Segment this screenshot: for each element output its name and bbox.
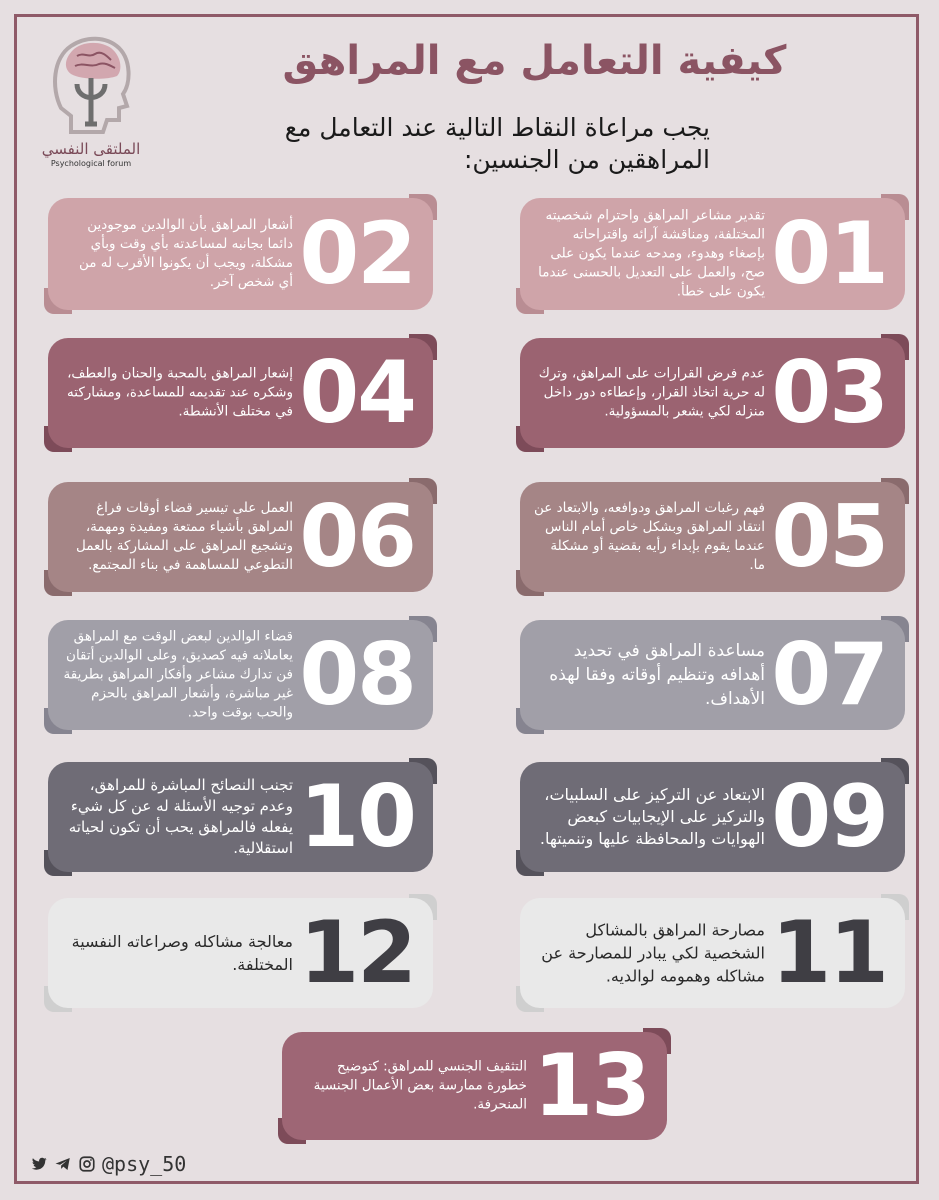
- tip-number: 01: [771, 204, 887, 304]
- tip-card-13: [282, 1032, 667, 1140]
- tip-number: 11: [771, 903, 887, 1003]
- tip-text: مساعدة المراهق في تحديد أهدافه وتنظيم أوقاته وفقا لهذه الأهداف.: [549, 641, 765, 709]
- tip-card-09: [520, 762, 905, 872]
- subtitle-line-2: المراهقين من الجنسين:: [463, 145, 710, 174]
- page-subtitle: [230, 112, 710, 176]
- telegram-icon[interactable]: [54, 1155, 72, 1173]
- tip-text: تجنب النصائح المباشرة للمراهق، وعدم توجيه الأسئلة له عن كل شيء يفعله فالمراهق يحب أن تكون لحياته استقلالية.: [68, 776, 293, 857]
- tip-number: 13: [533, 1036, 649, 1136]
- tip-card-08: [48, 620, 433, 730]
- tip-card-06: [48, 482, 433, 592]
- tip-card-12: [48, 898, 433, 1008]
- social-handle[interactable]: @psy_50: [102, 1152, 187, 1176]
- tip-number: 06: [299, 487, 415, 587]
- tip-text: إشعار المراهق بالمحبة والحنان والعطف، وشكره عند تقديمه للمساعدة، ومشاركته في مختلف الأنشطة.: [67, 365, 293, 420]
- logo-english-text: Psychological forum: [50, 159, 132, 168]
- tip-text: قضاء الوالدين لبعض الوقت مع المراهق يعاملانه فيه كصديق، وعلى الوالدين أتقان فن تدارك مشاعر وأفكار المراهق بطريقة غير مباشرة، وأشعار المراهق بالحزم والحب بوقت واحد.: [63, 628, 293, 721]
- subtitle-line-1: يجب مراعاة النقاط التالية عند التعامل مع: [284, 113, 710, 142]
- tip-text: الابتعاد عن التركيز على السلبيات، والتركيز على الإيجابيات كبعض الهوايات والمحافظة عليها وتنميتها.: [539, 785, 765, 848]
- tip-number: 08: [299, 625, 415, 725]
- tip-card-01: [520, 198, 905, 310]
- tip-text: عدم فرض القرارات على المراهق، وترك له حرية اتخاذ القرار، وإعطاءه دور داخل منزله لكي يشعر بالمسؤولية.: [538, 365, 765, 420]
- tip-number: 03: [771, 343, 887, 443]
- twitter-icon[interactable]: [30, 1155, 48, 1173]
- logo: [26, 28, 156, 178]
- tip-number: 07: [771, 625, 887, 725]
- tip-number: 12: [299, 903, 415, 1003]
- tip-card-03: [520, 338, 905, 448]
- tip-number: 05: [771, 487, 887, 587]
- tip-card-07: [520, 620, 905, 730]
- social-footer: [30, 1152, 186, 1176]
- tip-number: 10: [299, 767, 415, 867]
- tip-number: 02: [299, 204, 415, 304]
- page-frame: [14, 14, 919, 1184]
- page-title: كيفية التعامل مع المراهق: [282, 38, 787, 84]
- tip-card-02: [48, 198, 433, 310]
- tip-text: فهم رغبات المراهق ودوافعه، والابتعاد عن انتقاد المراهق وبشكل خاص أمام الناس عندما يقوم بإبداء رأيه بقضية أو مشكلة ما.: [534, 500, 765, 573]
- tip-card-11: [520, 898, 905, 1008]
- instagram-icon[interactable]: [78, 1155, 96, 1173]
- tip-card-10: [48, 762, 433, 872]
- brain-psi-logo-icon: [41, 28, 141, 138]
- tip-text: معالجة مشاكله وصراعاته النفسية المختلفة.: [71, 932, 293, 974]
- tip-text: العمل على تيسير قضاء أوقات فراغ المراهق بأشياء ممتعة ومفيدة ومهمة، وتشجيع المراهق على المشاركة بالعمل التطوعي للمساهمة في بناء المجتمع.: [75, 500, 293, 573]
- tip-card-05: [520, 482, 905, 592]
- logo-arabic-text: الملتقى النفسي: [41, 140, 141, 158]
- tip-text: مصارحة المراهق بالمشاكل الشخصية لكي يبادر للمصارحة عن مشاكله وهمومه لوالديه.: [541, 920, 765, 986]
- tip-text: تقدير مشاعر المراهق واحترام شخصيته المختلفة، ومناقشة آرائه واقتراحاته بإصغاء وهدوء، ومدحه عندما يكون على صح، والعمل على التعديل بالحسنى عندما يكون على خطأ.: [538, 207, 765, 300]
- tip-text: التثقيف الجنسي للمراهق: كتوضيح خطورة ممارسة بعض الأعمال الجنسية المنحرفة.: [313, 1058, 527, 1113]
- tip-card-04: [48, 338, 433, 448]
- tip-number: 09: [771, 767, 887, 867]
- tip-text: أشعار المراهق بأن الوالدين موجودين دائما بجانبه لمساعدته بأي وقت وبأي مشكلة، ويجب أن يكونوا الأقرب له من أي شخص آخر.: [78, 217, 293, 290]
- tip-number: 04: [299, 343, 415, 443]
